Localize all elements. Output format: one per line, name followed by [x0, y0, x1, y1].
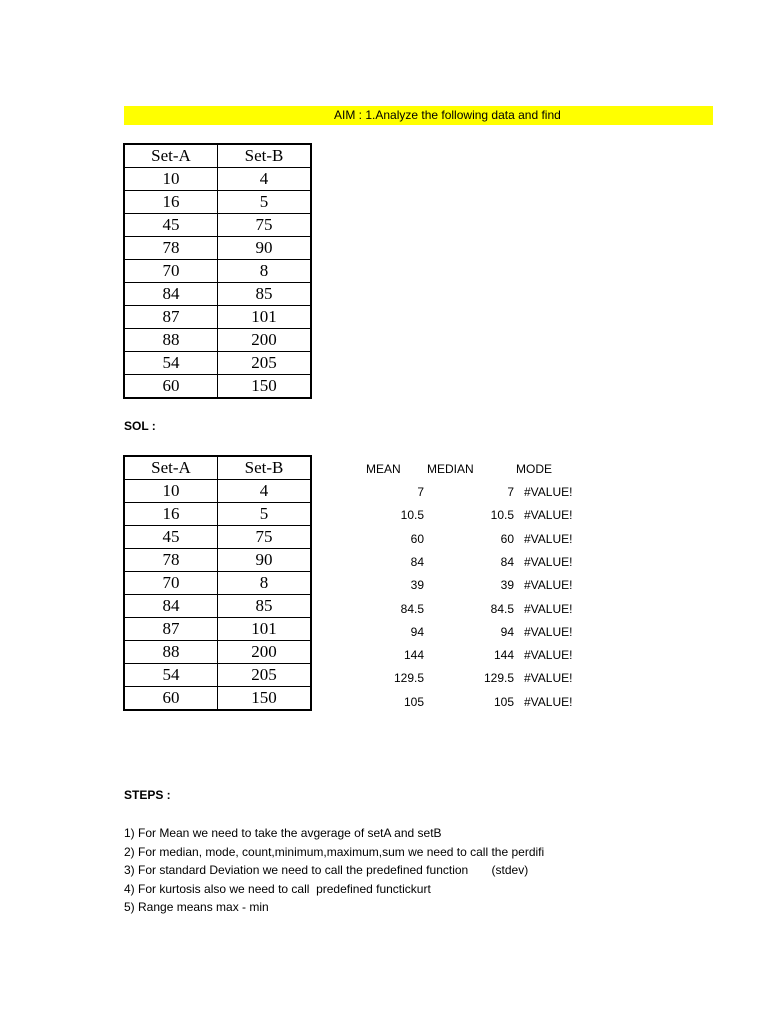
mean-value: 60: [410, 531, 424, 546]
set-b-cell: 75: [218, 214, 312, 237]
median-header: MEDIAN: [427, 462, 474, 476]
median-value: 94: [500, 624, 514, 639]
stats-row: [360, 695, 580, 718]
set-b-cell: 150: [218, 687, 312, 711]
set-b-cell: 200: [218, 329, 312, 352]
set-b-cell: 8: [218, 572, 312, 595]
mean-value: 84: [410, 554, 424, 569]
stats-row: [360, 508, 580, 531]
set-a-header: Set-A: [124, 456, 218, 480]
mean-value: 144: [403, 648, 424, 663]
set-a-cell: 78: [124, 549, 218, 572]
set-b-cell: 5: [218, 191, 312, 214]
table-row: [124, 260, 311, 283]
set-a-cell: 45: [124, 526, 218, 549]
table-row: [124, 237, 311, 260]
set-b-cell: 8: [218, 260, 312, 283]
set-a-cell: 54: [124, 664, 218, 687]
step-item: 1) For Mean we need to take the avgerage of setA and setB: [124, 826, 442, 840]
set-a-cell: 10: [124, 168, 218, 191]
mean-value: 10.5: [400, 508, 424, 523]
step-item: 5) Range means max - min: [124, 900, 269, 914]
set-a-cell: 16: [124, 503, 218, 526]
table-row: [124, 283, 311, 306]
stats-row: [360, 555, 580, 578]
set-b-cell: 85: [218, 283, 312, 306]
mean-value: 94: [410, 624, 424, 639]
set-b-cell: 4: [218, 168, 312, 191]
table-row: [124, 572, 311, 595]
set-b-cell: 205: [218, 664, 312, 687]
table-row: [124, 168, 311, 191]
mean-value: 7: [417, 485, 424, 499]
median-value: 7: [507, 485, 514, 499]
mode-value: #VALUE!: [524, 531, 573, 546]
step-item: 3) For standard Deviation we need to call the predefined function (stdev): [124, 863, 529, 877]
table-row: [124, 480, 311, 503]
mode-value: #VALUE!: [524, 694, 573, 709]
step-item: 4) For kurtosis also we need to call predefined functickurt: [124, 881, 431, 896]
set-a-cell: 88: [124, 329, 218, 352]
set-b-cell: 4: [218, 480, 312, 503]
set-b-cell: 75: [218, 526, 312, 549]
aim-text: AIM : 1.Analyze the following data and find: [334, 108, 561, 122]
set-a-cell: 87: [124, 618, 218, 641]
table-row: [124, 214, 311, 237]
set-a-cell: 45: [124, 214, 218, 237]
table-row: [124, 375, 311, 399]
set-b-header: Set-B: [218, 456, 312, 480]
set-a-cell: 70: [124, 572, 218, 595]
table-row: [124, 687, 311, 711]
table-row: [124, 352, 311, 375]
mode-value: #VALUE!: [524, 485, 573, 499]
median-value: 84: [500, 554, 514, 569]
set-b-cell: 101: [218, 618, 312, 641]
table-row: [124, 191, 311, 214]
median-value: 60: [500, 531, 514, 546]
mode-value: #VALUE!: [524, 578, 573, 593]
median-value: 39: [500, 578, 514, 593]
set-a-header: Set-A: [124, 144, 218, 168]
mode-value: #VALUE!: [524, 554, 573, 569]
median-value: 129.5: [483, 671, 514, 686]
mean-value: 105: [403, 694, 424, 709]
set-a-cell: 78: [124, 237, 218, 260]
mode-value: #VALUE!: [524, 624, 573, 639]
median-value: 105: [493, 694, 514, 709]
step-item: 2) For median, mode, count,minimum,maximum,sum we need to call the perdifi: [124, 844, 545, 859]
solution-label: SOL :: [124, 419, 156, 433]
set-a-cell: 60: [124, 375, 218, 399]
table-header-row: [124, 144, 311, 168]
table-row: [124, 329, 311, 352]
set-a-cell: 60: [124, 687, 218, 711]
set-a-cell: 10: [124, 480, 218, 503]
table-row: [124, 306, 311, 329]
set-a-cell: 70: [124, 260, 218, 283]
stats-row: [360, 485, 580, 508]
table-header-row: [124, 456, 311, 480]
stats-row: [360, 625, 580, 648]
set-a-cell: 88: [124, 641, 218, 664]
table-row: [124, 618, 311, 641]
set-b-header: Set-B: [218, 144, 312, 168]
mode-value: #VALUE!: [524, 508, 573, 523]
set-b-cell: 90: [218, 237, 312, 260]
steps-list: [124, 824, 544, 917]
data-table-original: [123, 143, 312, 399]
table-row: [124, 526, 311, 549]
stats-row: [360, 602, 580, 625]
data-table-solution: [123, 455, 312, 711]
table-row: [124, 595, 311, 618]
stats-row: [360, 532, 580, 555]
table-row: [124, 664, 311, 687]
median-value: 84.5: [490, 601, 514, 616]
set-a-cell: 84: [124, 595, 218, 618]
set-b-cell: 85: [218, 595, 312, 618]
set-b-cell: 5: [218, 503, 312, 526]
set-a-cell: 54: [124, 352, 218, 375]
mean-value: 129.5: [393, 671, 424, 686]
mode-value: #VALUE!: [524, 601, 573, 616]
steps-title: STEPS :: [124, 788, 171, 802]
stats-row: [360, 648, 580, 671]
set-b-cell: 150: [218, 375, 312, 399]
table-row: [124, 549, 311, 572]
mean-value: 84.5: [400, 601, 424, 616]
mode-value: #VALUE!: [524, 648, 573, 663]
set-a-cell: 16: [124, 191, 218, 214]
table-row: [124, 503, 311, 526]
mode-header: MODE: [516, 462, 552, 476]
set-a-cell: 84: [124, 283, 218, 306]
set-b-cell: 90: [218, 549, 312, 572]
median-value: 10.5: [490, 508, 514, 523]
table-row: [124, 641, 311, 664]
mean-header: MEAN: [366, 462, 401, 476]
stats-row: [360, 578, 580, 601]
mode-value: #VALUE!: [524, 671, 573, 686]
set-b-cell: 101: [218, 306, 312, 329]
stats-row: [360, 671, 580, 694]
set-a-cell: 87: [124, 306, 218, 329]
set-b-cell: 205: [218, 352, 312, 375]
mean-value: 39: [410, 578, 424, 593]
median-value: 144: [493, 648, 514, 663]
set-b-cell: 200: [218, 641, 312, 664]
